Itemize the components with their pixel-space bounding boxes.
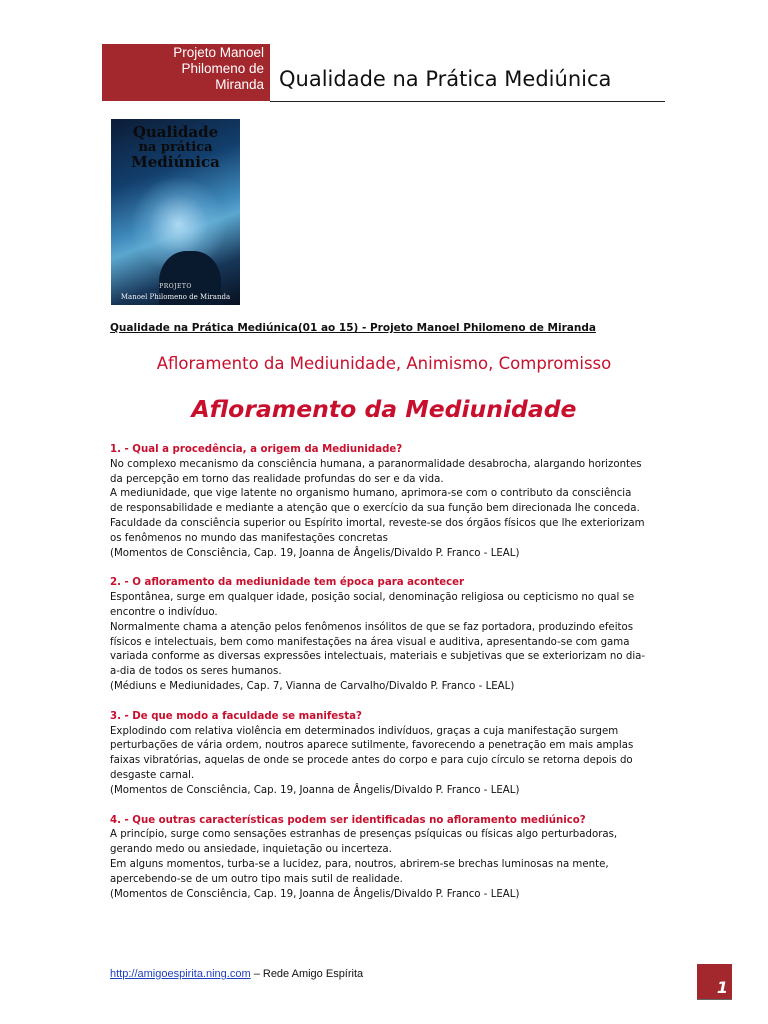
qa-answer-line: A princípio, surge como sensações estranhas de presenças psíquicas ou físicas algo perturbadoras, bbox=[110, 829, 618, 841]
page-number-box bbox=[697, 964, 732, 999]
qa-answer-line: perturbações de vária ordem, noutros aparece sutilmente, favorecendo a penetração em mais amplas bbox=[110, 740, 634, 752]
qa-item bbox=[110, 814, 670, 903]
cover-project-label: PROJETO bbox=[159, 283, 192, 290]
qa-answer-line: A mediunidade, que vige latente no organismo humano, aprimora-se com o contributo da consciência bbox=[110, 488, 632, 500]
qa-answer-line: (Momentos de Consciência, Cap. 19, Joanna de Ângelis/Divaldo P. Franco - LEAL) bbox=[110, 784, 520, 796]
footer bbox=[110, 968, 363, 980]
qa-answer-line: de responsabilidade e mediante a atenção que o exercício da sua função bem direcionada lhe conceda. bbox=[110, 503, 640, 515]
section-heading: Afloramento da Mediunidade bbox=[191, 395, 577, 423]
cover-title-line: Mediúnica bbox=[131, 153, 220, 171]
qa-answer-line: variada conforme as diversas expressões intelectuais, materiais e subjetivas que se exteriorizam no dia- bbox=[110, 651, 646, 663]
header-project-line: Projeto Manoel bbox=[173, 45, 264, 60]
qa-answer-line: encontre o indivíduo. bbox=[110, 606, 218, 618]
cover-title-line: Qualidade bbox=[132, 123, 219, 141]
qa-question: 3. - De que modo a faculdade se manifesta? bbox=[110, 710, 362, 722]
qa-answer-line: gerando medo ou ansiedade, inquietação ou incerteza. bbox=[110, 844, 392, 856]
qa-answer-line: a-dia de todos os seres humanos. bbox=[110, 666, 282, 678]
qa-answer-line: Normalmente chama a atenção pelos fenômenos insólitos de que se faz portadora, produzindo efeitos bbox=[110, 621, 634, 633]
qa-answer-line: da percepção em torno das realidade profundas do ser e da vida. bbox=[110, 473, 444, 485]
footer-link[interactable]: http://amigoespirita.ning.com bbox=[110, 968, 251, 980]
qa-answer-line: Explodindo com relativa violência em determinados indivíduos, graças a cuja manifestação surgem bbox=[110, 725, 619, 737]
qa-item bbox=[110, 576, 670, 694]
header-rule bbox=[270, 101, 665, 102]
qa-answer-line: Em alguns momentos, turba-se a lucidez, para, noutros, abrirem-se brechas luminosas na mente, bbox=[110, 858, 609, 870]
qa-item bbox=[110, 443, 670, 561]
qa-question: 2. - O afloramento da mediunidade tem época para acontecer bbox=[110, 577, 465, 589]
page-number-rule bbox=[697, 999, 732, 1000]
qa-answer-line: (Momentos de Consciência, Cap. 19, Joanna de Ângelis/Divaldo P. Franco - LEAL) bbox=[110, 888, 520, 900]
qa-answer-line: apercebendo-se de um outro tipo mais sutil de realidade. bbox=[110, 873, 403, 885]
header-project-line: Philomeno de bbox=[181, 61, 264, 76]
qa-answer-line: faixas vibratórias, aquelas de onde se procede antes do corpo e para cujo círculo se retorna depois do bbox=[110, 755, 633, 767]
qa-answer-line: físicos e intelectuais, bem como manifestações na área visual e auditiva, apresentando-se com gama bbox=[110, 636, 630, 648]
qa-question: 1. - Qual a procedência, a origem da Mediunidade? bbox=[110, 444, 403, 455]
footer-text: – Rede Amigo Espírita bbox=[250, 968, 364, 980]
qa-answer-line: (Momentos de Consciência, Cap. 19, Joanna de Ângelis/Divaldo P. Franco - LEAL) bbox=[110, 547, 520, 559]
header-project-line: Miranda bbox=[215, 77, 264, 92]
qa-answer-line: desgaste carnal. bbox=[110, 769, 195, 781]
qa-answer-line: No complexo mecanismo da consciência humana, a paranormalidade desabrocha, alargando horizontes bbox=[110, 458, 642, 470]
qa-answer-line: Espontânea, surge em qualquer idade, posição social, denominação religiosa ou cepticismo no qual se bbox=[110, 592, 635, 604]
cover-project-name: Manoel Philomeno de Miranda bbox=[120, 293, 231, 301]
header-project-box bbox=[102, 44, 270, 101]
qa-list bbox=[110, 443, 670, 917]
qa-answer-line: os fenômenos no mundo das manifestações concretas bbox=[110, 532, 388, 544]
book-cover-image bbox=[111, 119, 240, 305]
cover-title-line: na prática bbox=[138, 140, 213, 155]
qa-question: 4. - Que outras características podem ser identificadas no afloramento mediúnico? bbox=[110, 814, 586, 826]
section-subtitle: Afloramento da Mediunidade, Animismo, Compromisso bbox=[156, 354, 612, 373]
qa-item bbox=[110, 710, 670, 799]
qa-answer-line: Faculdade da consciência superior ou Espírito imortal, reveste-se dos órgãos físicos que lhe exteriorizam bbox=[110, 517, 645, 529]
qa-answer-line: (Médiuns e Mediunidades, Cap. 7, Vianna de Carvalho/Divaldo P. Franco - LEAL) bbox=[110, 680, 515, 692]
header-title: Qualidade na Prática Mediúnica bbox=[279, 67, 612, 91]
page-number: 1 bbox=[716, 978, 728, 997]
document-reference: Qualidade na Prática Mediúnica(01 ao 15) - Projeto Manoel Philomeno de Miranda bbox=[110, 322, 596, 334]
